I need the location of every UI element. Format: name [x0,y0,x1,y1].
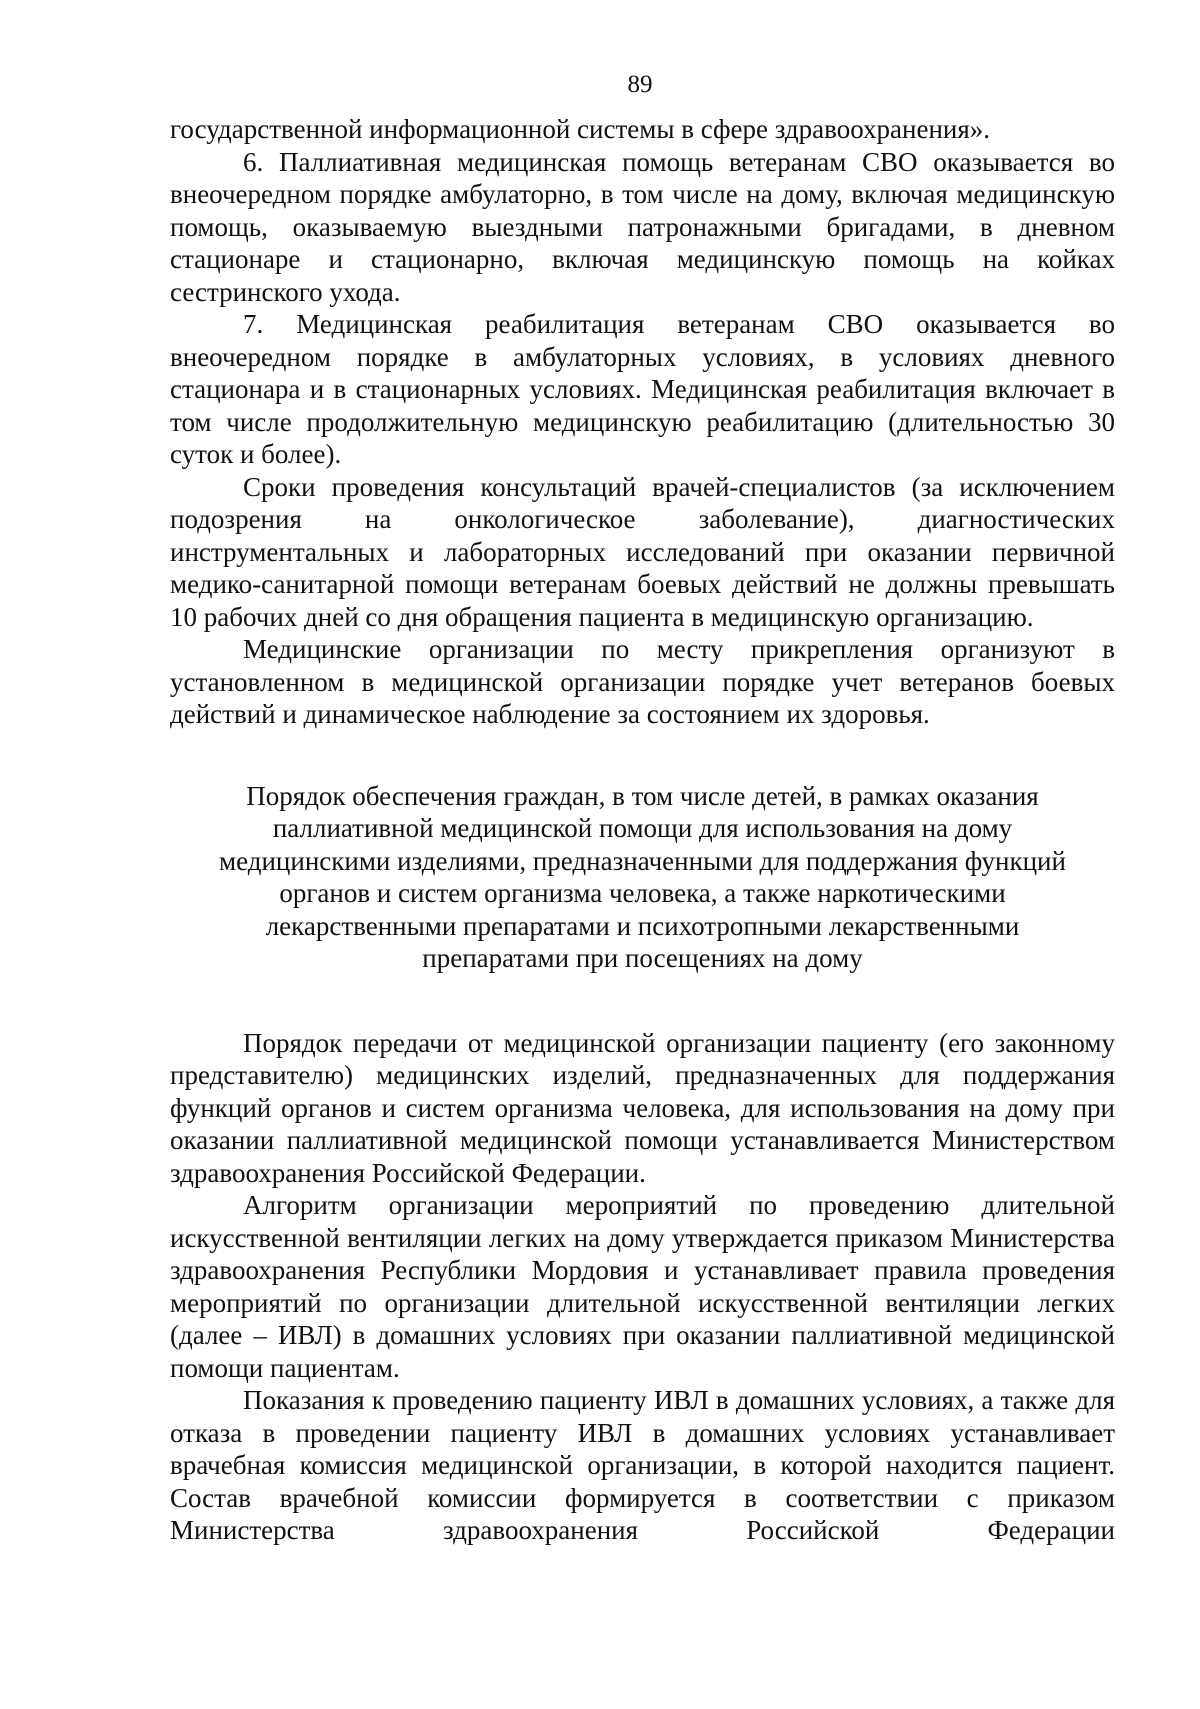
paragraph-item-7: 7. Медицинская реабилитация ветеранам СВО оказывается во внеочередном порядке в амбулаторных условиях, в условиях дневного стационара и в стационарных условиях. Медицинская реабилитация включает в том числе продолжительную медицинскую реабилитацию (длительностью 30 суток и более). [170,309,1115,469]
section-heading-line: паллиативной медицинской помощи для использования на дому [272,813,1013,843]
section-heading-line: Порядок обеспечения граждан, в том числе детей, в рамках оказания [246,780,1039,811]
paragraph-item-6: 6. Паллиативная медицинская помощь ветеранам СВО оказывается во внеочередном порядке амбулаторно, в том числе на дому, включая медицинскую помощь, оказываемую выездными патронажными бригадами, в дневном стационаре и стационарно, включая медицинскую помощь на койках сестринского ухода. [170,146,1115,307]
paragraph-continuation: государственной информационной системы в сфере здравоохранения». [170,114,991,144]
paragraph-attachment-organizations: Медицинские организации по месту прикрепления организуют в установленном в медицинской организации порядке учет ветеранов боевых действий и динамическое наблюдение за состоянием их здоровья. [170,634,1115,729]
document-body [170,113,1115,1547]
paragraph-consultation-terms: Сроки проведения консультаций врачей-специалистов (за исключением подозрения на онкологическое заболевание), диагностических инструментальных и лабораторных исследований при оказании первичной медико-санитарной помощи ветеранам боевых действий не должны превышать 10 рабочих дней со дня обращения пациента в медицинскую организацию. [170,471,1115,632]
section-heading-line: препаратами при посещениях на дому [422,943,863,973]
paragraph-ventilation-indications: Показания к проведению пациенту ИВЛ в домашних условиях, а также для отказа в проведении пациенту ИВЛ в домашних условиях устанавливает врачебная комиссия медицинской организации, в которой находится пациент. Состав врачебной комиссии формируется в соответствии с приказом Министерства здравоохранения Российской Федерации [170,1385,1115,1545]
section-heading-line: медицинскими изделиями, предназначенными для поддержания функций [219,845,1066,876]
page-number: 89 [627,71,653,98]
section-heading-line: лекарственными препаратами и психотропными лекарственными [265,910,1020,941]
paragraph-ventilation-algorithm: Алгоритм организации мероприятий по проведению длительной искусственной вентиляции легких на дому утверждается приказом Министерства здравоохранения Республики Мордовия и устанавливает правила проведения мероприятий по организации длительной искусственной вентиляции легких (далее – ИВЛ) в домашних условиях при оказании паллиативной медицинской помощи пациентам. [170,1190,1115,1383]
section-heading-line: органов и систем организма человека, а также наркотическими [279,878,1006,908]
paragraph-device-transfer: Порядок передачи от медицинской организации пациенту (его законному представителю) медицинских изделий, предназначенных для поддержания функций органов и систем организма человека, для использования на дому при оказании паллиативной медицинской помощи устанавливается Министерством здравоохранения Российской Федерации. [170,1027,1115,1188]
section-heading [170,780,1115,975]
